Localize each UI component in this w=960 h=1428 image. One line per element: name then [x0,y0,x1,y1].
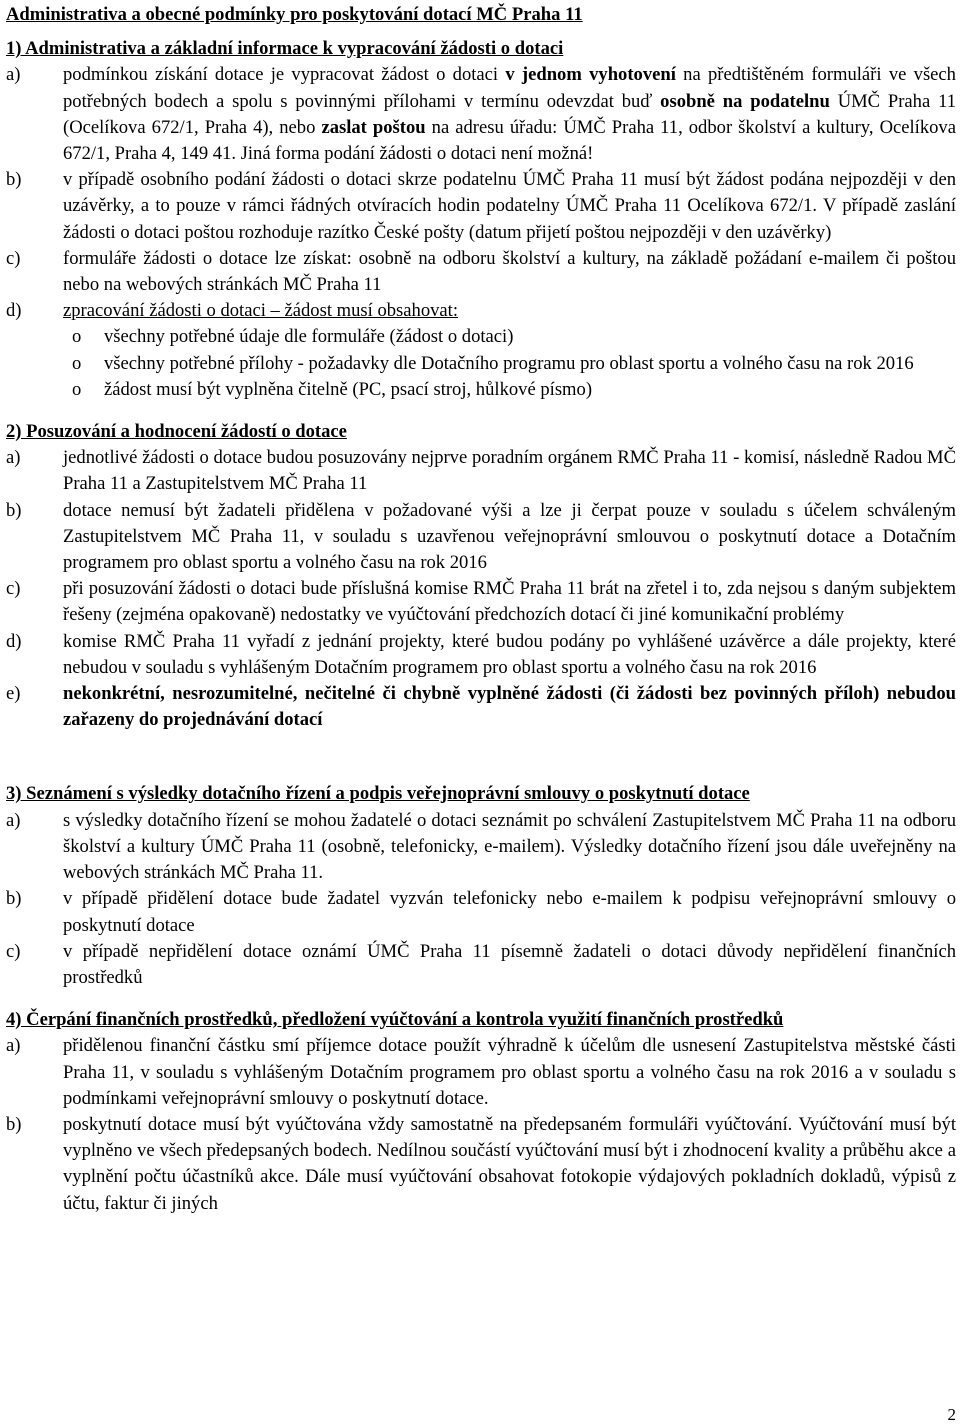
bold-run: osobně na podatelnu [660,90,830,112]
item-label: a) [6,1035,21,1057]
section-2-item-c [6,576,956,628]
item-label: d) [6,630,22,652]
item-label: d) [6,300,22,322]
item-label: a) [6,447,21,469]
text-run: na předtištěném formuláři ve všech potřebných bodech a spolu s povinnými přílohami v termínu odevzdat buď [63,64,956,112]
item-label: c) [6,940,21,962]
item-text: při posuzování žádosti o dotaci bude příslušná komise RMČ Praha 11 brát na zřetel i to, zda nejsou s daným subjektem řešeny (zejména opakovaně) nedostatky ve vyúčtování předchozích dotací či jiné komunikační problémy [63,578,956,626]
text-run: ÚMČ Praha 11 (Ocelíkova 672/1, Praha 4), nebo [63,90,956,138]
item-label: e) [6,683,21,705]
document-title: Administrativa a obecné podmínky pro poskytování dotací MČ Praha 11 [6,4,583,25]
text-run: podmínkou získání dotace je vypracovat žádost o dotaci [63,64,506,86]
bold-run: zaslat poštou [321,116,426,138]
bullet-text: žádost musí být vyplněna čitelně (PC, psací stroj, hůlkové písmo) [104,378,593,400]
section-4-item-a [6,1033,956,1112]
text-run: na adresu úřadu: ÚMČ Praha 11, odbor školství a kultury, Ocelíkova 672/1, Praha 4, 149 41. Jiná forma podání žádosti o dotaci není možná! [63,116,956,165]
item-label: a) [6,809,21,831]
bold-text: nekonkrétní, nesrozumitelné, nečitelné či chybně vyplněné žádosti (či žádosti bez povinných příloh) nebudou zařazeny do projednávání dotací [63,683,956,731]
item-text: poskytnutí dotace musí být vyúčtována vždy samostatně na předepsaném formuláři vyúčtování. Vyúčtování musí být vyplněno ve všech předepsaných bodech. Nedílnou součástí vyúčtování musí být i zhodnocení kvality a průběhu akce a vyplnění počtu účastníků akce. Dále musí vyúčtování obsahovat fotokopie výdajových pokladních dokladů, výpisů z účtu, faktur či jiných [63,1113,956,1214]
item-label: c) [6,578,21,600]
section-3-item-b [6,886,956,938]
section-1-item-c [6,246,956,298]
item-label: b) [6,888,22,910]
item-text: jednotlivé žádosti o dotace budou posuzovány nejprve poradním orgánem RMČ Praha 11 - komisí, následně Radou MČ Praha 11 a Zastupitelstvem MČ Praha 11 [63,447,956,495]
item-text [63,62,956,167]
item-text [63,681,956,733]
bullet-item [72,377,956,403]
bullet-marker: o [72,378,82,400]
section-4-heading: 4) Čerpání finančních prostředků, předložení vyúčtování a kontrola využití finančních prostředků [6,1009,784,1031]
item-text: formuláře žádosti o dotace lze získat: osobně na odboru školství a kultury, na základě požádaní e-mailem či poštou nebo na webových stránkách MČ Praha 11 [63,247,956,296]
bullet-text: všechny potřebné přílohy - požadavky dle Dotačního programu pro oblast sportu a volného času na rok 2016 [104,352,914,374]
bold-run: v jednom vyhotovení [505,64,676,86]
item-text: v případě přidělení dotace bude žadatel vyzván telefonicky nebo e-mailem k podpisu veřejnoprávní smlouvy o poskytnutí dotace [63,888,956,936]
section-1-item-b [6,167,956,246]
underlined-text: zpracování žádosti o dotaci – žádost musí obsahovat: [63,300,459,322]
item-label: b) [6,1113,22,1135]
bullet-marker: o [72,326,82,348]
section-2-item-e [6,681,956,733]
section-1-item-a [6,62,956,167]
section-2-item-b [6,498,956,577]
item-text: přidělenou finanční částku smí příjemce dotace použít výhradně k účelům dle usnesení Zastupitelstva městské části Praha 11, v souladu s vyhlášeným Dotačním programem pro oblast sportu a volného času na rok 2016 a v souladu s podmínkami veřejnoprávní smlouvy o poskytnutí dotace. [63,1035,956,1109]
item-label: b) [6,169,22,191]
document-page [6,2,956,1217]
bullet-text: všechny potřebné údaje dle formuláře (žádost o dotaci) [104,326,514,348]
bullet-item [72,324,956,350]
item-text: v případě osobního podání žádosti o dotaci skrze podatelnu ÚMČ Praha 11 musí být žádost podána nejpozději v den uzávěrky, a to pouze v rámci řádných otvíracích hodin podatelny ÚMČ Praha 11 Ocelíkova 672/1. V případě zaslání žádosti o dotaci poštou rozhoduje razítko České pošty (datum přijetí poštou nejpozději v den uzávěrky) [63,169,956,243]
section-2-heading: 2) Posuzování a hodnocení žádostí o dotace [6,421,347,443]
bullet-marker: o [72,352,82,374]
section-4-item-b [6,1112,956,1217]
item-text [63,298,956,324]
section-3-item-c [6,939,956,991]
section-2-item-a [6,445,956,497]
bullet-item [72,351,956,377]
item-label: c) [6,247,21,269]
section-3-heading: 3) Seznámení s výsledky dotačního řízení a podpis veřejnoprávní smlouvy o poskytnutí dotace [6,783,750,805]
item-text: v případě nepřidělení dotace oznámí ÚMČ Praha 11 písemně žadateli o dotaci důvody nepřidělení finančních prostředků [63,940,956,988]
item-label: a) [6,64,21,86]
section-1-item-d [6,298,956,324]
page-number: 2 [947,1404,956,1424]
item-label: b) [6,499,22,521]
item-text: komise RMČ Praha 11 vyřadí z jednání projekty, které budou podány po vyhlášené uzávěrce a dále projekty, které nebudou v souladu s vyhlášeným Dotačním programem pro oblast sportu a volného času na rok 2016 [63,630,956,678]
item-text: s výsledky dotačního řízení se mohou žadatelé o dotaci seznámit po schválení Zastupitelstvem MČ Praha 11 na odboru školství a kultury ÚMČ Praha 11 (osobně, telefonicky, e-mailem). Výsledky dotačního řízení jsou dále uveřejněny na webových stránkách MČ Praha 11. [63,809,956,884]
section-3-item-a [6,808,956,887]
section-1-heading: 1) Administrativa a základní informace k vypracování žádosti o dotaci [6,38,564,60]
item-text: dotace nemusí být žadateli přidělena v požadované výši a lze ji čerpat pouze v souladu s účelem schváleným Zastupitelstvem MČ Praha 11, v souladu s uzavřenou veřejnoprávní smlouvou o poskytnutí dotace a Dotačním programem pro oblast sportu a volného času na rok 2016 [63,499,956,574]
section-2-item-d [6,629,956,681]
